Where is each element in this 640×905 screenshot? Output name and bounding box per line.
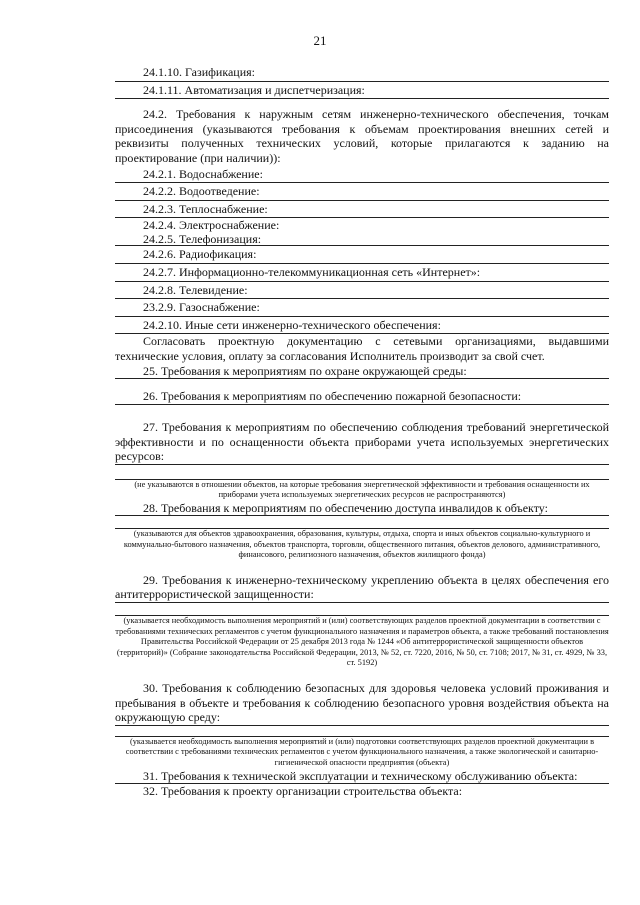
- section-24-2-10: 24.2.10. Иные сети инженерно-технического обеспечения:: [115, 317, 609, 335]
- section-31: 31. Требования к технической эксплуатации и техническому обслуживанию объекта:: [115, 769, 609, 784]
- section-24-1-11: 24.1.11. Автоматизация и диспетчеризация:: [115, 82, 609, 100]
- note-28: (указываются для объектов здравоохранения, образования, культуры, отдыха, спорта и иных объектов социально-культурного и коммунально-бытового назначения, объектов транспорта, торговли, общественного питания, объектов делового, административного, финансового, религиозного назначения, объектов жилищного фонда): [123, 529, 601, 560]
- document-body: [115, 64, 609, 799]
- section-23-2-9: 23.2.9. Газоснабжение:: [115, 299, 609, 317]
- agreement-text: Согласовать проектную документацию с сетевыми организациями, выдавшими технические условия, оплату за согласования Исполнитель производит за свой счет.: [115, 334, 609, 363]
- section-28: 28. Требования к мероприятиям по обеспечению доступа инвалидов к объекту:: [115, 501, 609, 516]
- section-24-2: 24.2. Требования к наружным сетям инженерно-технического обеспечения, точкам присоединения (указываются требования к объемам проектирования внешних сетей и реквизиты полученных технических условий, которые прилагаются к заданию на проектирование (при наличии)):: [115, 107, 609, 165]
- section-24-2-8: 24.2.8. Телевидение:: [115, 282, 609, 300]
- blank-line-27: [115, 465, 609, 480]
- section-24-2-4: 24.2.4. Электроснабжение:: [143, 218, 280, 233]
- section-26: 26. Требования к мероприятиям по обеспечению пожарной безопасности:: [115, 388, 609, 406]
- note-29: (указывается необходимость выполнения мероприятий и (или) соответствующих разделов проектной документации в соответствии с требованиями технических регламентов с учетом функционального назначения и параметров объекта, а также требований постановления Правительства Российской Федерации от 25 декабря 2013 года № 1244 «Об антитеррористической защищенности объектов (территорий)» (Собрание законодательства Российской Федерации, 2013, № 52, ст. 7220, 2016, № 50, ст. 7108; 2017, № 31, ст. 4929, № 33, ст. 5192): [115, 616, 609, 668]
- section-24-1-10: 24.1.10. Газификация:: [115, 64, 609, 82]
- section-24-2-1: 24.2.1. Водоснабжение:: [115, 166, 609, 184]
- section-32: 32. Требования к проекту организации строительства объекта:: [143, 783, 463, 798]
- section-24-2-6: 24.2.6. Радиофикация:: [115, 246, 609, 264]
- section-24-2-2: 24.2.2. Водоотведение:: [115, 183, 609, 201]
- section-24-2-7: 24.2.7. Информационно-телекоммуникационная сеть «Интернет»:: [115, 264, 609, 282]
- section-27: 27. Требования к мероприятиям по обеспечению соблюдения требований энергетической эффективности и по оснащенности объекта приборами учета используемых энергетических ресурсов:: [115, 420, 609, 464]
- section-25: 25. Требования к мероприятиям по охране окружающей среды:: [115, 364, 609, 379]
- section-24-2-3: 24.2.3. Теплоснабжение:: [115, 201, 609, 219]
- note-27: (не указываются в отношении объектов, на которые требования энергетической эффективности и требования оснащенности их приборами учета используемых энергетических ресурсов не распространяются): [134, 479, 590, 500]
- blank-line-30: [115, 726, 609, 737]
- section-30: 30. Требования к соблюдению безопасных для здоровья человека условий проживания и пребывания в объекте и требования к соблюдению безопасного уровня воздействия объекта на окружающую среду:: [115, 681, 609, 725]
- page-number: 21: [313, 33, 327, 48]
- section-29: 29. Требования к инженерно-техническому укреплению объекта в целях обеспечения его антитеррористической защищенности:: [115, 572, 609, 602]
- section-24-2-5: 24.2.5. Телефонизация:: [115, 232, 609, 246]
- blank-line-29: [115, 603, 609, 616]
- note-30: (указывается необходимость выполнения мероприятий и (или) подготовки соответствующих разделов проектной документации в соответствии с требованиями технических регламентов с учетом функционального назначения, а также экологической и санитарно-гигиенической опасности предприятия (объекта): [125, 736, 599, 767]
- blank-line-28: [115, 516, 609, 529]
